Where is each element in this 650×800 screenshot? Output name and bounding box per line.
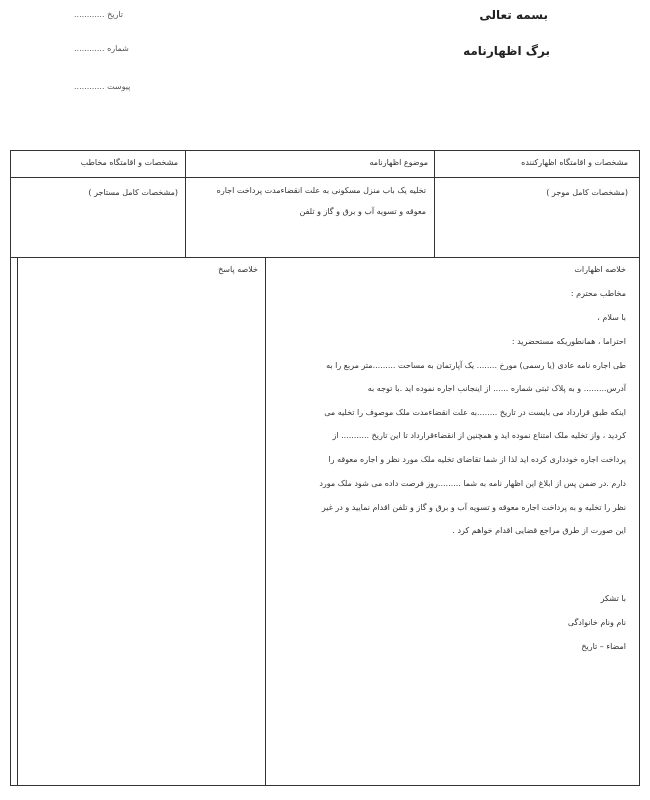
statement-line: کردید ، واز تخلیه ملک امتناع نموده اید و همچنین از انقضاءقرارداد تا این تاریخ ........... از <box>332 431 626 440</box>
addressee-heading: مشخصات و اقامتگاه مخاطب <box>80 158 178 167</box>
statement-line: اینکه طبق قرارداد می بایست در تاریخ ........به علت انقضاءمدت ملک موصوف را تخلیه می <box>324 408 626 417</box>
closing-signature-date: امضاء – تاریخ <box>581 642 626 651</box>
column-divider-left <box>185 151 186 257</box>
statement-line: با سلام ، <box>597 313 626 322</box>
statement-line: طی اجاره نامه عادی (یا رسمی) مورخ ........ یک آپارتمان به مساحت .........متر مربع را به <box>326 361 626 370</box>
attachment-label: پیوست <box>107 82 131 91</box>
statement-line: پرداخت اجاره خودداری کرده اید لذا از شما تقاضای تخلیه ملک مورد نظر و اجاره معوقه را <box>328 455 626 464</box>
form-frame <box>10 150 640 786</box>
subject-heading: موضوع اظهارنامه <box>369 158 428 167</box>
date-dots: ............ <box>74 10 105 19</box>
subject-value-line-2[interactable]: معوقه و تسویه آب و برق و گاز و تلفن <box>299 207 426 216</box>
body-divider <box>265 257 266 785</box>
date-field[interactable] <box>74 10 123 19</box>
number-label: شماره <box>107 44 129 53</box>
statement-line: نظر را تخلیه و به پرداخت اجاره معوقه و تسویه آب و برق و گاز و تلفن اقدام نمایید و در غیر <box>321 503 626 512</box>
reply-heading: خلاصه پاسخ <box>218 265 258 274</box>
number-dots: ............ <box>74 44 105 53</box>
addressee-value[interactable]: (مشخصات کامل مستاجر ) <box>88 188 178 197</box>
declarant-heading: مشخصات و اقامتگاه اظهارکننده <box>521 158 628 167</box>
statement-line: آدرس......... و به پلاک ثبتی شماره ...... از اینجانب اجاره نموده اید .با توجه به <box>367 384 626 393</box>
statement-line: دارم .در ضمن پس از ابلاغ این اظهار نامه به شما .........روز فرصت داده می شود ملک مورد <box>319 479 626 488</box>
inner-margin-line <box>17 257 18 785</box>
statement-line: احتراما ، همانطوریکه مستحضرید : <box>511 337 626 346</box>
page-title: بسمه تعالی <box>479 8 548 22</box>
number-field[interactable] <box>74 44 129 53</box>
date-label: تاریخ <box>107 10 123 19</box>
attachment-field[interactable] <box>74 82 130 91</box>
attachment-dots: ............ <box>74 82 105 91</box>
form-title: برگ اظهارنامه <box>463 44 550 58</box>
heading-divider <box>11 177 639 178</box>
subject-value-line-1[interactable]: تخلیه یک باب منزل مسکونی به علت انقضاءمدت پرداخت اجاره <box>216 186 426 195</box>
closing-thanks: با تشکر <box>600 594 626 603</box>
statement-line: مخاطب محترم : <box>570 289 626 298</box>
closing-name: نام ونام خانوادگی <box>567 618 626 627</box>
statements-heading: خلاصه اظهارات <box>574 265 626 274</box>
section-divider <box>11 257 639 258</box>
declarant-value[interactable]: (مشخصات کامل موجر ) <box>546 188 628 197</box>
statement-line: این صورت از طرق مراجع قضایی اقدام خواهم کرد . <box>452 526 626 535</box>
